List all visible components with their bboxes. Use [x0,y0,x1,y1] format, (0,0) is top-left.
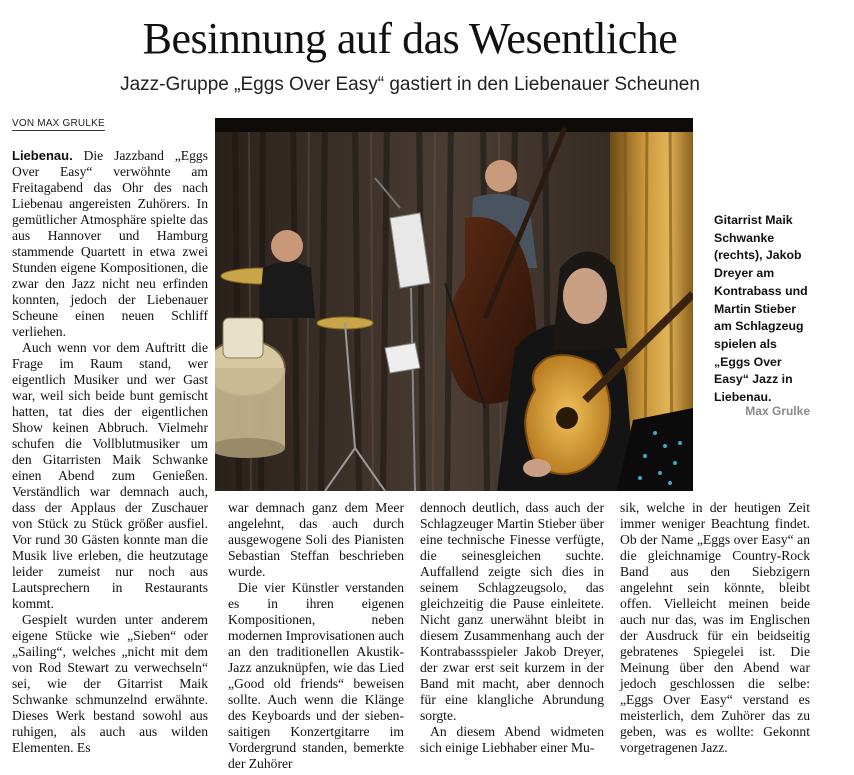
paragraph: Auch wenn vor dem Auftritt die Frage im Raum stand, wer eigentlich Musiker und wer Gast war, weil sich beide bunt gemischt hatten, tat dies der eigentlichen Show keinen Abbruch. Vielmehr schufen die Vollblutmusiker um den Gitarristen Maik Schwanke einen Abend zum Genießen. Verständlich war demnach auch, dass der Applaus der Zuschauer von Stück zu Stück größer ausfiel. Vor rund 30 Gästen konnte man die Musik live erleben, die heutzutage leider zumeist nur noch aus Lautsprechern in Restaurants kommt. [12,340,208,611]
paragraph: An diesem Abend widmeten sich einige Liebhaber einer Mu- [420,724,604,755]
band-photo [215,118,693,491]
article-headline: Besinnung auf das Wesentliche [142,14,678,63]
paragraph-text: Die Jazzband „Eggs Over Easy“ verwöhnte am Freitagabend das Ohr des nach Liebenau angereisten Zuhörers. In gemütlicher Atmosphäre spielte das aus Hannover und Hamburg stammende Quartett in etwa zwei Stunden eigene Kompositionen, die zwar den Jazz nicht neu erfinden konnten, jedoch der Liebenauer Scheune einen neuen Schliff verliehen. [12,148,208,339]
text-column-1 [12,148,208,756]
paragraph [12,148,208,340]
band-photo-illustration [215,118,693,491]
text-column-4 [620,500,810,756]
paragraph: sik, welche in der heutigen Zeit immer weniger Beachtung findet. Ob der Name „Eggs over Easy“ an die gleichnamige Country-Rock Band aus den Siebzigern angelehnt sein könnte, bleibt offen. Vielleicht meinen beide auch nur das, was im Englischen der Ausdruck für ein beidseitig gebratenes Spiegelei ist. Die Meinung über den Abend war jedoch geschlossen die selbe: „Eggs Over Easy“ verstand es meisterlich, dem Zuhörer das zu geben, was es wollte: Gekonnt vorgetragenen Jazz. [620,500,810,755]
paragraph: Die vier Künstler verstanden es in ihren eigenen Kompositionen, neben modernen Improvisationen auch an den traditionellen Akustik-Jazz anzuknüpfen, wie das Lied „Good old friends“ beweisen sollte. Auch wenn die Klänge des Keyboards und der sieben-saitigen Konzertgitarre im Vordergrund standen, bemerkte der Zuhörer [228,580,404,771]
photo-caption: Gitarrist Maik Schwanke (rechts), Jakob Dreyer am Kontrabass und Martin Stieber am Schlagzeug spielen als „Eggs Over Easy“ Jazz in Liebenau. [714,213,808,405]
paragraph: Gespielt wurden unter anderem eigene Stücke wie „Sieben“ oder „Sailing“, welches „nicht mit dem von Rod Stewart zu verwechseln“ sei, wie der Gitarrist Maik Schwanke schmunzelnd erwähnte. Dieses Werk bestand sowohl aus ruhigen, als auch aus wilden Elementen. Es [12,612,208,755]
text-column-2 [228,500,404,772]
article-subheadline: Jazz-Gruppe „Eggs Over Easy“ gastiert in den Liebenauer Scheunen [120,74,700,95]
photo-credit: Max Grulke [745,404,810,418]
byline: VON MAX GRULKE [12,118,105,129]
text-column-3 [420,500,604,756]
dateline: Liebenau. [12,148,73,163]
paragraph: dennoch deutlich, dass auch der Schlagzeuger Martin Stieber über eine technische Finesse verfügte, die seinesgleichen suchte. Auffallend zeigte sich dies in seinem Schlagzeugsolo, das gleichzeitig die Pause einleitete. Nicht ganz unerwähnt bleibt in diesem Zusammenhang auch der Kontrabassspieler Jakob Dreyer, der zwar erst seit kurzem in der Band mit macht, aber dennoch für eine klangliche Abrundung sorgte. [420,500,604,723]
paragraph: war demnach ganz dem Meer angelehnt, das auch durch ausgewogene Soli des Pianisten Sebastian Steffan beschrieben wurde. [228,500,404,579]
